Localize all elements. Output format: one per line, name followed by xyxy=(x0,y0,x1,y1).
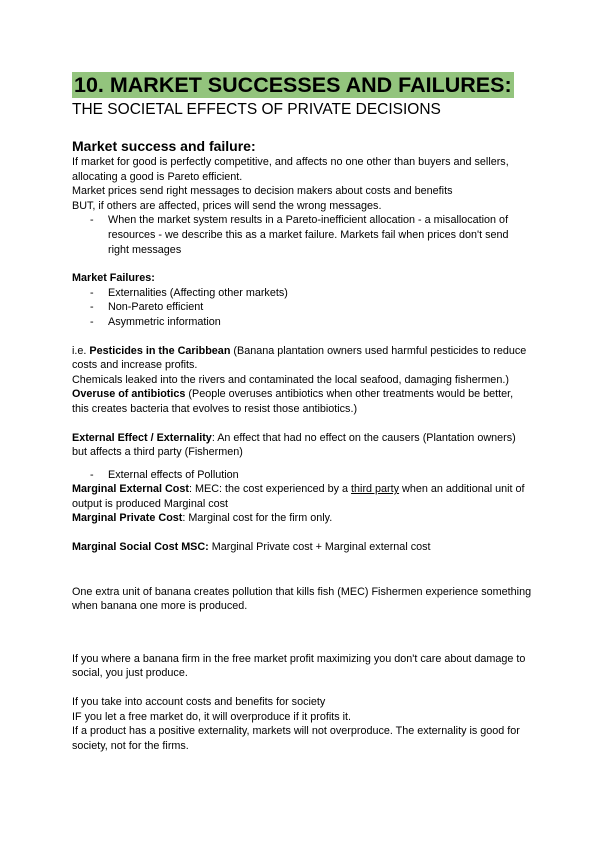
bullet-dash: - xyxy=(90,468,94,481)
paragraph: If market for good is perfectly competitive, and affects no one other than buyers and sellers, allocating a good is Pareto efficient. xyxy=(72,156,509,183)
list-item-text: Non-Pareto efficient xyxy=(108,301,204,314)
list-item xyxy=(72,286,532,301)
document-page xyxy=(72,72,532,753)
mec-text: : MEC: the cost experienced by a xyxy=(189,483,352,496)
externality-text: : An effect that had no effect on the causers (Plantation owners) but affects a third party (Fishermen) xyxy=(72,431,516,459)
paragraph-antibiotics xyxy=(72,387,532,416)
list-item xyxy=(72,300,532,315)
page-subtitle: THE SOCIETAL EFFECTS OF PRIVATE DECISIONS xyxy=(72,101,441,118)
paragraph: IF you let a free market do, it will overproduce if it profits it. xyxy=(72,710,352,723)
antibiotics-term: Overuse of antibiotics xyxy=(72,388,186,401)
msc-text: Marginal Private cost + Marginal external cost xyxy=(208,541,431,554)
mpc-term: Marginal Private Cost xyxy=(72,512,183,525)
section-heading-market-failures: Market Failures: xyxy=(72,272,155,285)
antibiotics-text: (People overuses antibiotics when other treatments would be better, this creates bacteria that evolves to resist those antibiotics.) xyxy=(72,388,514,415)
third-party-underlined: third party xyxy=(351,483,400,496)
paragraph-msc xyxy=(72,540,532,555)
list-item-text: External effects of Pollution xyxy=(108,468,239,481)
paragraph: Market prices send right messages to decision makers about costs and benefits xyxy=(72,185,453,198)
paragraph: If you where a banana firm in the free market profit maximizing you don't care about damage to social, you just produce. xyxy=(72,652,526,680)
paragraph-mec xyxy=(72,482,532,511)
mec-term: Marginal External Cost xyxy=(72,483,189,496)
paragraph: BUT, if others are affected, prices will send the wrong messages. xyxy=(72,199,382,212)
mec-text-2: when an additional unit of output is produced Marginal cost xyxy=(72,483,525,510)
list-item xyxy=(72,213,532,257)
externality-term: External Effect / Externality xyxy=(72,431,212,444)
msc-term: Marginal Social Cost MSC: xyxy=(72,541,209,554)
bullet-dash: - xyxy=(90,301,94,314)
list-item-text: Asymmetric information xyxy=(108,315,221,328)
bullet-dash: - xyxy=(90,214,94,227)
section-heading-market-success: Market success and failure: xyxy=(72,138,256,154)
bullet-dash: - xyxy=(90,315,94,328)
paragraph-mpc xyxy=(72,511,532,526)
list-item xyxy=(72,315,532,330)
paragraph-pesticides xyxy=(72,344,532,373)
paragraph-banana: One extra unit of banana creates pollution that kills fish (MEC) Fishermen experience something when banana one more is produced. xyxy=(72,585,532,613)
mpc-text: : Marginal cost for the firm only. xyxy=(182,512,333,525)
pesticides-text: (Banana plantation owners used harmful pesticides to reduce costs and increase profits. xyxy=(72,344,527,372)
list-item-text: Externalities (Affecting other markets) xyxy=(108,286,288,299)
paragraph: If a product has a positive externality, markets will not overproduce. The externality is good for society, not for the firms. xyxy=(72,725,520,752)
paragraph-externality xyxy=(72,431,532,460)
list-item-text: When the market system results in a Pareto-inefficient allocation - a misallocation of resources - we describe this as a market failure. Markets fail when prices don't send right messages xyxy=(108,214,509,256)
list-item xyxy=(72,468,532,483)
page-title: 10. MARKET SUCCESSES AND FAILURES: xyxy=(74,73,512,97)
paragraph: Chemicals leaked into the rivers and contaminated the local seafood, damaging fishermen.) xyxy=(72,373,509,386)
pesticides-term: Pesticides in the Caribbean xyxy=(89,344,231,357)
paragraph: If you take into account costs and benefits for society xyxy=(72,696,326,709)
bullet-dash: - xyxy=(90,286,94,299)
prefix-text: i.e. xyxy=(72,344,90,357)
